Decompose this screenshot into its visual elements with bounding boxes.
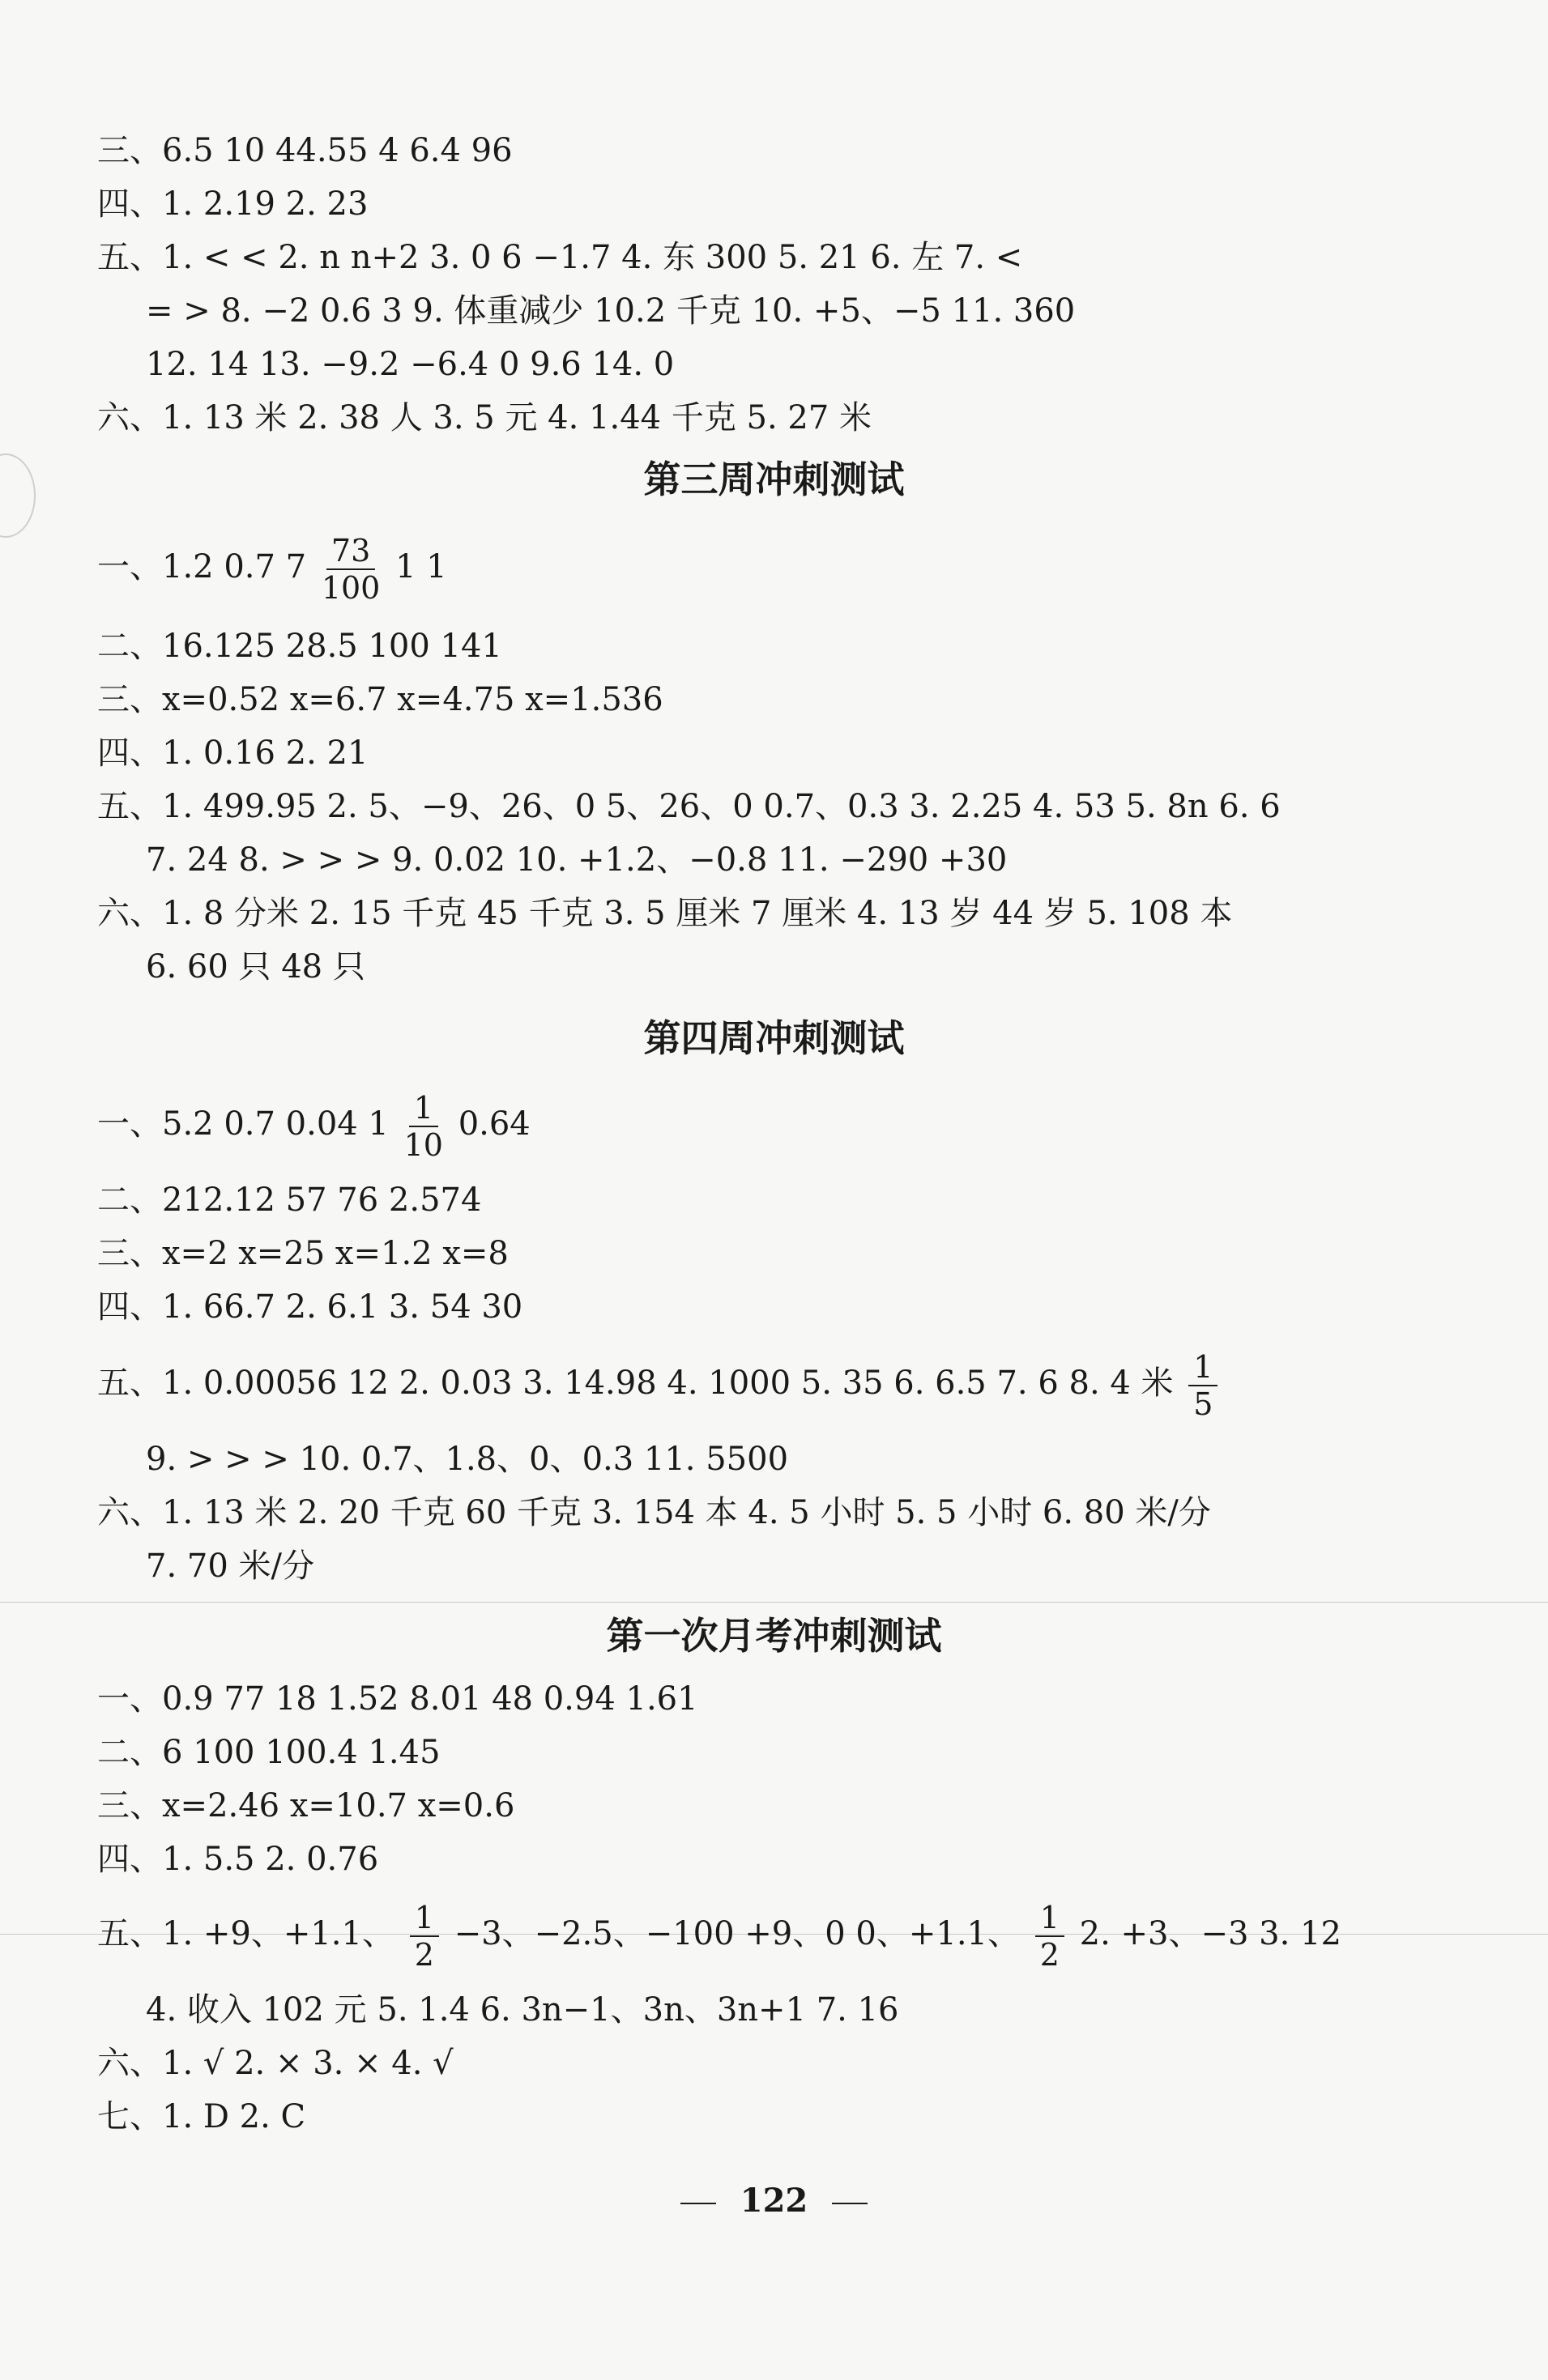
fraction xyxy=(1035,1900,1064,1973)
fraction-denominator: 10 xyxy=(403,1127,443,1163)
answer-text: 0.64 xyxy=(458,1105,531,1143)
answer-line-with-fraction xyxy=(97,1893,1474,1974)
answer-line: 三、x=0.52 x=6.7 x=4.75 x=1.536 xyxy=(97,681,663,718)
fraction-numerator: 73 xyxy=(326,533,375,570)
answer-line-with-fraction xyxy=(97,1343,1474,1424)
answer-line: 四、1. 2.19 2. 23 xyxy=(97,185,369,223)
answer-text: −3、−2.5、−100 +9、0 0、+1.1、 xyxy=(454,1915,1020,1952)
answer-line: 二、16.125 28.5 100 141 xyxy=(97,628,502,665)
fraction-numerator: 1 xyxy=(1188,1349,1218,1386)
fraction xyxy=(322,533,381,606)
section-title: 第三周冲刺测试 xyxy=(643,458,905,501)
answer-line: 六、1. 8 分米 2. 15 千克 45 千克 3. 5 厘米 7 厘米 4. 13 岁 44 岁 5. 108 本 xyxy=(97,895,1233,932)
answer-line: 三、6.5 10 44.55 4 6.4 96 xyxy=(97,132,513,169)
fraction-denominator: 2 xyxy=(414,1937,434,1973)
page-number-value: 122 xyxy=(740,2182,808,2220)
answer-line: 12. 14 13. −9.2 −6.4 0 9.6 14. 0 xyxy=(146,346,675,383)
fraction-numerator: 1 xyxy=(409,1090,438,1127)
answer-line: 三、x=2.46 x=10.7 x=0.6 xyxy=(97,1787,515,1824)
answer-line: 四、1. 66.7 2. 6.1 3. 54 30 xyxy=(97,1288,523,1326)
answer-line: 二、6 100 100.4 1.45 xyxy=(97,1734,441,1771)
fraction-denominator: 100 xyxy=(321,570,381,606)
answer-line: 六、1. 13 米 2. 20 千克 60 千克 3. 154 本 4. 5 小时 5. 5 小时 6. 80 米/分 xyxy=(97,1494,1211,1531)
answer-line: 三、x=2 x=25 x=1.2 x=8 xyxy=(97,1235,509,1272)
fraction xyxy=(1188,1349,1218,1422)
fraction xyxy=(404,1090,443,1163)
answer-line: 6. 60 只 48 只 xyxy=(146,948,365,986)
answer-line: 7. 70 米/分 xyxy=(146,1548,314,1585)
answer-line-with-fraction xyxy=(97,526,1474,607)
answer-text: 五、1. 0.00056 12 2. 0.03 3. 14.98 4. 1000 5. 35 6. 6.5 7. 6 8. 4 米 xyxy=(97,1365,1174,1402)
fraction-denominator: 2 xyxy=(1039,1937,1060,1973)
answer-line: 二、212.12 57 76 2.574 xyxy=(97,1181,482,1219)
answer-line: 六、1. √ 2. × 3. × 4. √ xyxy=(97,2045,454,2082)
fraction-denominator: 5 xyxy=(1193,1386,1213,1422)
answer-text: 一、5.2 0.7 0.04 1 xyxy=(97,1105,389,1143)
answer-line: 一、0.9 77 18 1.52 8.01 48 0.94 1.61 xyxy=(97,1680,698,1718)
fraction-numerator: 1 xyxy=(1035,1900,1064,1937)
answer-line: 9. > > > 10. 0.7、1.8、0、0.3 11. 5500 xyxy=(146,1441,789,1478)
page-number-dash xyxy=(680,2203,716,2204)
answer-line: = > 8. −2 0.6 3 9. 体重减少 10.2 千克 10. +5、−5 11. 360 xyxy=(146,292,1076,330)
divider xyxy=(0,1602,1548,1603)
answer-text: 五、1. +9、+1.1、 xyxy=(97,1915,394,1952)
answer-line-with-fraction xyxy=(97,1084,1474,1164)
page-number xyxy=(0,2178,1548,2224)
answer-line: 四、1. 5.5 2. 0.76 xyxy=(97,1841,379,1878)
answer-line: 五、1. 499.95 2. 5、−9、26、0 5、26、0 0.7、0.3 3. 2.25 4. 53 5. 8n 6. 6 xyxy=(97,788,1281,825)
answer-text: 2. +3、−3 3. 12 xyxy=(1079,1915,1341,1952)
answer-line: 七、1. D 2. C xyxy=(97,2098,306,2135)
answer-line: 7. 24 8. > > > 9. 0.02 10. +1.2、−0.8 11. −290 +30 xyxy=(146,841,1008,879)
answer-text: 1 1 xyxy=(395,548,447,585)
section-title: 第四周冲刺测试 xyxy=(643,1016,905,1060)
fraction-numerator: 1 xyxy=(410,1900,439,1937)
answer-line: 五、1. < < 2. n n+2 3. 0 6 −1.7 4. 东 300 5. 21 6. 左 7. < xyxy=(97,239,1023,276)
answer-line: 四、1. 0.16 2. 21 xyxy=(97,734,369,772)
fraction xyxy=(410,1900,439,1973)
answer-text: 一、1.2 0.7 7 xyxy=(97,548,307,585)
answer-line: 4. 收入 102 元 5. 1.4 6. 3n−1、3n、3n+1 7. 16 xyxy=(146,1991,899,2029)
section-title: 第一次月考冲刺测试 xyxy=(606,1614,942,1658)
page-number-dash xyxy=(832,2203,868,2204)
answer-line: 六、1. 13 米 2. 38 人 3. 5 元 4. 1.44 千克 5. 27 米 xyxy=(97,399,872,436)
